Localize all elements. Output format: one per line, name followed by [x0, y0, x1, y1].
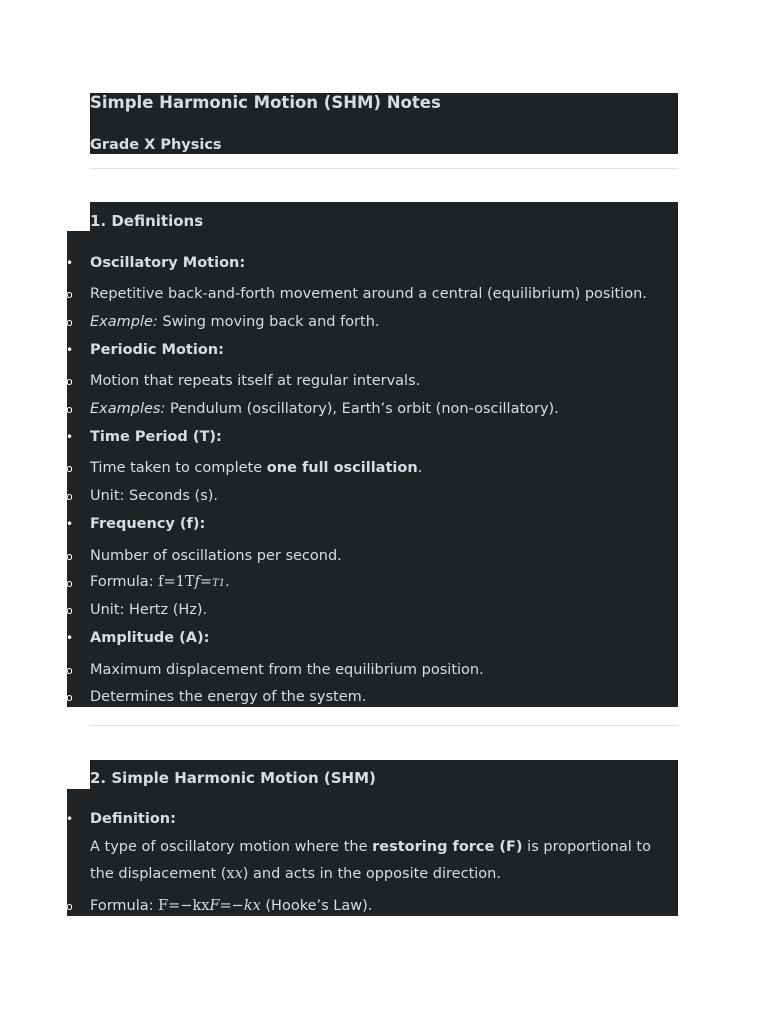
- section2-heading: 2. Simple Harmonic Motion (SHM): [90, 769, 376, 787]
- page-title: Simple Harmonic Motion (SHM) Notes: [90, 93, 441, 112]
- frequency-label: Frequency (f):: [90, 516, 206, 532]
- example-label: Example:: [90, 314, 158, 330]
- sub-bullet: o: [66, 288, 73, 301]
- frequency-def: Number of oscillations per second.: [90, 548, 342, 564]
- sub-bullet: o: [66, 462, 73, 475]
- bullet-dot: •: [66, 343, 74, 357]
- bullet-dot: •: [66, 256, 74, 270]
- shm-line1-post: is proportional to: [522, 839, 651, 855]
- example-text: Swing moving back and forth.: [157, 314, 380, 330]
- sub-bullet: o: [66, 664, 73, 677]
- bullet-dot: •: [66, 812, 74, 826]
- frequency-formula-italic: f: [194, 574, 200, 590]
- bullet-dot: •: [66, 631, 74, 645]
- shm-formula-italic: F=−kx: [209, 898, 261, 914]
- sub-bullet: o: [66, 604, 73, 617]
- frequency-formula-pre: Formula:: [90, 574, 159, 590]
- shm-line1-bold: restoring force (F): [372, 839, 523, 855]
- periodic-label: Periodic Motion:: [90, 342, 224, 358]
- frequency-formula-small: T1: [212, 578, 226, 589]
- sub-bullet: o: [66, 375, 73, 388]
- examples-label: Examples:: [90, 401, 166, 417]
- sub-bullet: o: [66, 577, 73, 590]
- time-period-def-post: .: [417, 460, 423, 476]
- sub-bullet: o: [66, 900, 73, 913]
- oscillatory-def: Repetitive back-and-forth movement around a central (equilibrium) position.: [90, 286, 647, 302]
- periodic-def: Motion that repeats itself at regular intervals.: [90, 373, 421, 389]
- shm-line2-italic: x: [234, 866, 243, 882]
- sub-bullet: o: [66, 490, 73, 503]
- time-period-def-pre: Time taken to complete: [90, 460, 267, 476]
- sub-bullet: o: [66, 691, 73, 704]
- time-period-unit: Unit: Seconds (s).: [90, 488, 219, 504]
- shm-definition-line1: [90, 838, 651, 856]
- frequency-formula: [90, 573, 230, 593]
- divider-2: [90, 725, 678, 726]
- bullet-dot: •: [66, 430, 74, 444]
- bullet-dot: •: [66, 517, 74, 531]
- divider-1: [90, 168, 678, 169]
- sub-bullet: o: [66, 316, 73, 329]
- time-period-def-bold: one full oscillation: [266, 460, 418, 476]
- shm-line2-math: x: [226, 866, 235, 882]
- oscillatory-example: [90, 313, 380, 331]
- amplitude-def: Maximum displacement from the equilibrium position.: [90, 662, 484, 678]
- oscillatory-label: Oscillatory Motion:: [90, 255, 246, 271]
- sub-bullet: o: [66, 403, 73, 416]
- frequency-unit: Unit: Hertz (Hz).: [90, 602, 208, 618]
- page-subtitle: Grade X Physics: [90, 137, 222, 153]
- shm-line2-pre: the displacement (: [90, 866, 227, 882]
- sub-bullet: o: [66, 550, 73, 563]
- time-period-def: [90, 459, 422, 477]
- shm-line2-post: ) and acts in the opposite direction.: [242, 866, 501, 882]
- periodic-examples: [90, 400, 559, 418]
- frequency-formula-math: f=1T: [158, 574, 195, 590]
- shm-line1-pre: A type of oscillatory motion where the: [90, 839, 373, 855]
- time-period-label: Time Period (T):: [90, 429, 222, 445]
- amplitude-energy: Determines the energy of the system.: [90, 689, 367, 705]
- shm-formula-math: F=−kx: [158, 898, 210, 914]
- shm-definition-label: Definition:: [90, 811, 176, 827]
- amplitude-label: Amplitude (A):: [90, 630, 210, 646]
- examples-text: Pendulum (oscillatory), Earth’s orbit (non-oscillatory).: [165, 401, 559, 417]
- shm-formula: [90, 897, 372, 915]
- section1-heading: 1. Definitions: [90, 212, 204, 230]
- shm-formula-pre: Formula:: [90, 898, 159, 914]
- shm-formula-post: (Hooke’s Law).: [260, 898, 373, 914]
- frequency-formula-rest: =: [199, 574, 213, 590]
- frequency-formula-post: .: [225, 574, 230, 590]
- shm-definition-line2: [90, 865, 501, 883]
